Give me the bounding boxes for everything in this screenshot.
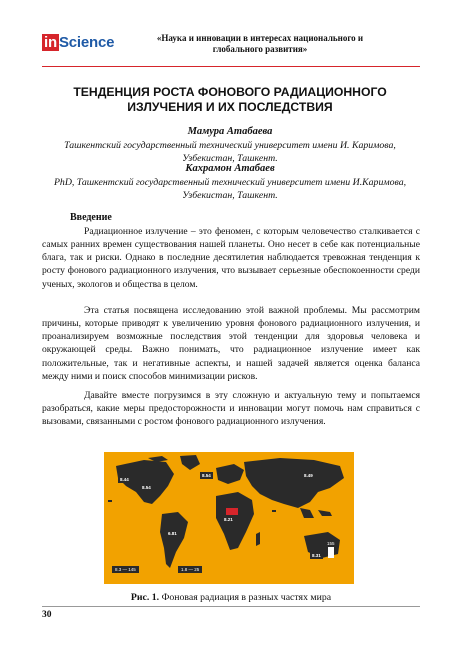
- paragraph-2: Эта статья посвящена исследованию этой важной проблемы. Мы рассмотрим причины, которые приводят к увеличению уровня фонового радиационного излучения, и проанализируем возможные последствия этой тенденции для здоровья человека и окружающей среды. Важно понимать, что радиационное излучение имеет как положительные, так и негативные аспекты, и нашей задачей является оценка баланса между ними и поиск способов минимизации рисков.: [42, 305, 420, 382]
- journal-title: «Наука и инновации в интересах национального и глобального развития»: [156, 33, 364, 54]
- paragraph-3: Давайте вместе погрузимся в эту сложную и актуальную тему и попытаемся разобраться, какие меры предосторожности и инновации могут помочь нам справиться с вызовами, связанными с ростом фонового радиационного излучения.: [42, 390, 420, 428]
- journal-logo: [42, 34, 115, 62]
- map-legend-3: 155: [324, 540, 338, 547]
- map-label-south-america: 6.81: [168, 531, 177, 536]
- map-label-usa: 8.54: [142, 485, 151, 490]
- figure-caption-label: Рис. 1.: [130, 592, 160, 603]
- section-heading: Введение: [70, 212, 112, 223]
- map-label-pacific: [108, 500, 112, 502]
- figure-caption-text: Фоновая радиация в разных частях мира: [161, 592, 332, 603]
- paragraph-1: Радиационное излучение – это феномен, с которым человечество сталкивается с самых ранних времен существования нашей планеты. Оно несет в себе как потенциальные блага, так и риски. Однако в последние десятилетия наблюдается тревожная тенденция к росту фонового радиационного излучения, что вызывает серьезные обеспокоенности среди ученых, экологов и общества в целом.: [42, 226, 420, 290]
- map-label-india: [272, 510, 276, 512]
- map-label-asia: 8.49: [304, 473, 313, 478]
- map-legend-1: 8.3 — 145: [112, 566, 139, 573]
- map-legend-2: 1.8 — 25: [178, 566, 202, 573]
- map-label-africa: 8.21: [224, 517, 233, 522]
- author-affiliation-1: Ташкентский государственный технический университет имени И. Каримова, Узбекистан, Ташкент.: [64, 140, 396, 164]
- map-label-north-america: 8.44: [120, 477, 129, 482]
- logo-wordmark: in Science: [44, 34, 115, 51]
- author-name-2: Кахрамон Атабаев: [185, 163, 275, 174]
- map-label-australia: 8.31: [312, 553, 321, 558]
- radiation-world-map: [104, 452, 354, 584]
- header-divider: [42, 66, 420, 67]
- footer-divider: [42, 606, 420, 607]
- author-affiliation-2: PhD, Ташкентский государственный технический университет имени И.Каримова, Узбекистан, Ташкент.: [53, 177, 407, 201]
- author-name-1: Мамура Атабаева: [187, 126, 273, 137]
- page-number: 30: [42, 610, 52, 620]
- figure-caption: [42, 592, 420, 603]
- map-label-europe: 8.54: [202, 473, 211, 478]
- article-title: ТЕНДЕНЦИЯ РОСТА ФОНОВОГО РАДИАЦИОННОГО ИЗЛУЧЕНИЯ И ИХ ПОСЛЕДСТВИЯ: [73, 85, 387, 114]
